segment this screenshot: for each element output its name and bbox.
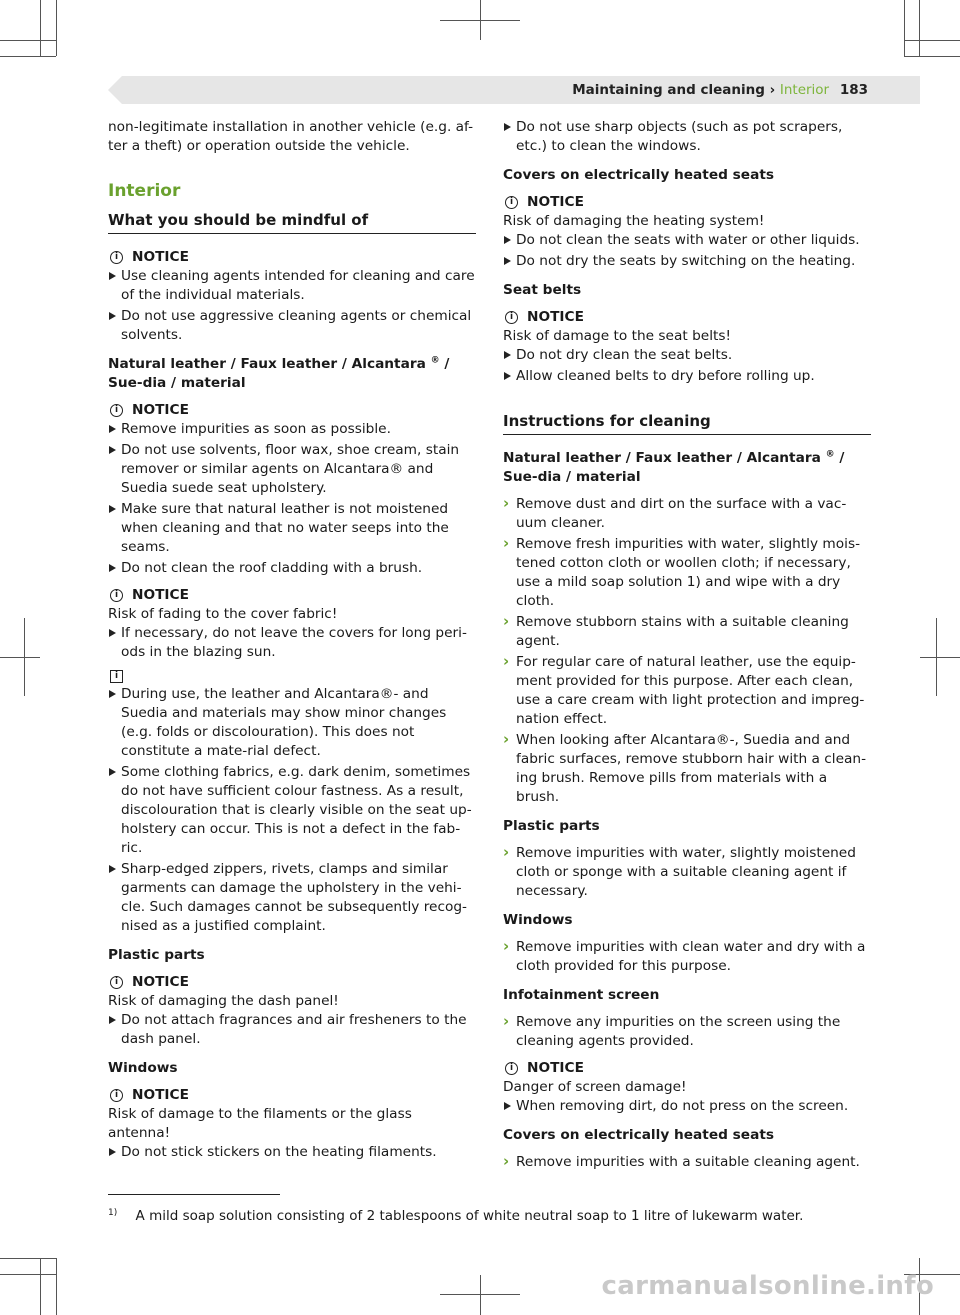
notice-label: NOTICE bbox=[527, 194, 584, 210]
list-item: If necessary, do not leave the covers for long peri-ods in the blazing sun. bbox=[108, 624, 476, 662]
step-item: › Remove impurities with clean water and dry with a cloth provided for this purpose. bbox=[503, 938, 871, 976]
list-item: Do not stick stickers on the heating filaments. bbox=[108, 1143, 476, 1162]
list-item: During use, the leather and Alcantara®- and Suedia and materials may show minor changes (e.g. folds or discolouration). This does not constitute a mate-rial defect. bbox=[108, 685, 476, 761]
crop-mark bbox=[0, 56, 56, 57]
footnote-rule bbox=[108, 1194, 280, 1195]
notice-icon: i bbox=[505, 1062, 518, 1075]
left-column bbox=[108, 118, 476, 1164]
crop-mark bbox=[440, 20, 520, 21]
crop-mark bbox=[919, 0, 920, 56]
leather-heading: Natural leather / Faux leather / Alcantara ® / Sue-dia / material bbox=[503, 449, 845, 485]
step-item: › Remove any impurities on the screen using the cleaning agents provided. bbox=[503, 1013, 871, 1051]
breadcrumb-separator: › bbox=[769, 82, 776, 98]
plastic-heading: Plastic parts bbox=[503, 818, 600, 834]
notice-text: Risk of damaging the heating system! bbox=[503, 213, 765, 229]
notice-label: NOTICE bbox=[132, 402, 189, 418]
notice-text: Risk of damage to the filaments or the glass antenna! bbox=[108, 1106, 412, 1141]
info-icon: i bbox=[110, 670, 123, 683]
heated-seats-heading: Covers on electrically heated seats bbox=[503, 167, 775, 183]
list-item: Do not clean the roof cladding with a brush. bbox=[108, 559, 476, 578]
notice-label: NOTICE bbox=[132, 249, 189, 265]
seat-belts-heading: Seat belts bbox=[503, 282, 582, 298]
footnote-text: A mild soap solution consisting of 2 tablespoons of white neutral soap to 1 litre of lukewarm water. bbox=[135, 1208, 804, 1224]
crop-mark bbox=[0, 40, 56, 41]
notice-text: Risk of damage to the seat belts! bbox=[503, 328, 731, 344]
section-heading-interior: Interior bbox=[108, 181, 181, 201]
list-item: Do not use aggressive cleaning agents or chemical solvents. bbox=[108, 307, 476, 345]
step-item: › Remove fresh impurities with water, slightly mois-tened cotton cloth or woollen cloth; if necessary, use a mild soap solution 1) and wipe with a dry cloth. bbox=[503, 535, 871, 611]
crop-mark bbox=[56, 0, 57, 56]
notice-icon: i bbox=[505, 196, 518, 209]
step-item: › Remove stubborn stains with a suitable cleaning agent. bbox=[503, 613, 871, 651]
crop-mark bbox=[904, 0, 905, 56]
windows-heading: Windows bbox=[503, 912, 573, 928]
notice-text: Risk of damaging the dash panel! bbox=[108, 993, 339, 1009]
step-item: › Remove impurities with water, slightly moistened cloth or sponge with a suitable cleaning agent if necessary. bbox=[503, 844, 871, 901]
list-item: Do not attach fragrances and air fresheners to the dash panel. bbox=[108, 1011, 476, 1049]
leather-heading: Natural leather / Faux leather / Alcantara ® / Sue-dia / material bbox=[108, 355, 450, 391]
list-item: Do not dry the seats by switching on the heating. bbox=[503, 252, 871, 271]
notice-label: NOTICE bbox=[132, 974, 189, 990]
notice-text: Danger of screen damage! bbox=[503, 1079, 687, 1095]
notice-label: NOTICE bbox=[132, 1087, 189, 1103]
notice-icon: i bbox=[110, 976, 123, 989]
plastic-heading: Plastic parts bbox=[108, 947, 205, 963]
crop-mark bbox=[480, 1275, 481, 1315]
list-item: Use cleaning agents intended for cleaning and care of the individual materials. bbox=[108, 267, 476, 305]
notice-text: Risk of fading to the cover fabric! bbox=[108, 606, 338, 622]
crop-mark bbox=[920, 657, 960, 658]
page-number: 183 bbox=[839, 82, 868, 98]
notice-icon: i bbox=[110, 404, 123, 417]
footnote-marker: 1) bbox=[108, 1208, 118, 1218]
crop-mark bbox=[0, 657, 40, 658]
notice-label: NOTICE bbox=[527, 309, 584, 325]
crop-mark bbox=[0, 1258, 56, 1259]
notice-icon: i bbox=[110, 251, 123, 264]
crop-mark bbox=[56, 1258, 57, 1315]
notice-block bbox=[503, 193, 871, 271]
section-title: Interior bbox=[779, 82, 830, 98]
subsection-heading: What you should be mindful of bbox=[108, 211, 476, 234]
notice-block bbox=[503, 308, 871, 386]
list-item: Remove impurities as soon as possible. bbox=[108, 420, 476, 439]
notice-icon: i bbox=[505, 311, 518, 324]
notice-block bbox=[108, 401, 476, 578]
crop-mark bbox=[904, 40, 960, 41]
page-header bbox=[572, 80, 868, 100]
list-item: Some clothing fabrics, e.g. dark denim, sometimes do not have sufficient colour fastness. As a result, discolouration that is clearly visible on the seat up-holstery can occur. This is not a defect in the fab-ric. bbox=[108, 763, 476, 858]
list-item: Do not use solvents, floor wax, shoe cream, stain remover or similar agents on Alcantara® and Suedia suede seat upholstery. bbox=[108, 441, 476, 498]
step-item: › Remove impurities with a suitable cleaning agent. bbox=[503, 1153, 871, 1172]
footnote bbox=[108, 1208, 803, 1224]
heated-seats-heading: Covers on electrically heated seats bbox=[503, 1127, 775, 1143]
step-item: › For regular care of natural leather, use the equip-ment provided for this purpose. After each clean, use a care cream with light protection and impreg-nation effect. bbox=[503, 653, 871, 729]
watermark: carmanualsonline.info bbox=[601, 1271, 934, 1301]
list-item: Sharp-edged zippers, rivets, clamps and similar garments can damage the upholstery in the vehi-cle. Such damages cannot be subsequently recog-nised as a justified complaint. bbox=[108, 860, 476, 936]
crop-mark bbox=[0, 1274, 56, 1275]
windows-heading: Windows bbox=[108, 1060, 178, 1076]
step-item: › Remove dust and dirt on the surface with a vac-uum cleaner. bbox=[503, 495, 871, 533]
notice-icon: i bbox=[110, 589, 123, 602]
crop-mark bbox=[40, 1258, 41, 1315]
list-item: Do not clean the seats with water or other liquids. bbox=[503, 231, 871, 250]
notice-block bbox=[108, 248, 476, 345]
list-item: Make sure that natural leather is not moistened when cleaning and that no water seeps into the seams. bbox=[108, 500, 476, 557]
list-item: Do not dry clean the seat belts. bbox=[503, 346, 871, 365]
infotainment-heading: Infotainment screen bbox=[503, 987, 660, 1003]
notice-block bbox=[108, 1086, 476, 1162]
chapter-title: Maintaining and cleaning bbox=[572, 82, 765, 98]
list-item: When removing dirt, do not press on the screen. bbox=[503, 1097, 871, 1116]
intro-text: non-legitimate installation in another vehicle (e.g. af-ter a theft) or operation outside the vehicle. bbox=[108, 119, 474, 154]
registered-mark: ® bbox=[430, 355, 440, 366]
step-item: › When looking after Alcantara®-, Suedia and and fabric surfaces, remove stubborn hair with a clean-ing brush. Remove pills from materials with a brush. bbox=[503, 731, 871, 807]
list-item: Allow cleaned belts to dry before rolling up. bbox=[503, 367, 871, 386]
notice-label: NOTICE bbox=[527, 1060, 584, 1076]
notice-icon: i bbox=[110, 1089, 123, 1102]
notice-block bbox=[108, 586, 476, 662]
list-item: Do not use sharp objects (such as pot scrapers, etc.) to clean the windows. bbox=[503, 118, 871, 156]
instructions-heading: Instructions for cleaning bbox=[503, 412, 871, 435]
crop-mark bbox=[904, 56, 960, 57]
right-column bbox=[503, 118, 871, 1174]
registered-mark: ® bbox=[825, 449, 835, 460]
crop-mark bbox=[440, 1294, 520, 1295]
crop-mark bbox=[40, 0, 41, 56]
notice-block bbox=[108, 973, 476, 1049]
notice-block bbox=[503, 1059, 871, 1116]
notice-label: NOTICE bbox=[132, 587, 189, 603]
